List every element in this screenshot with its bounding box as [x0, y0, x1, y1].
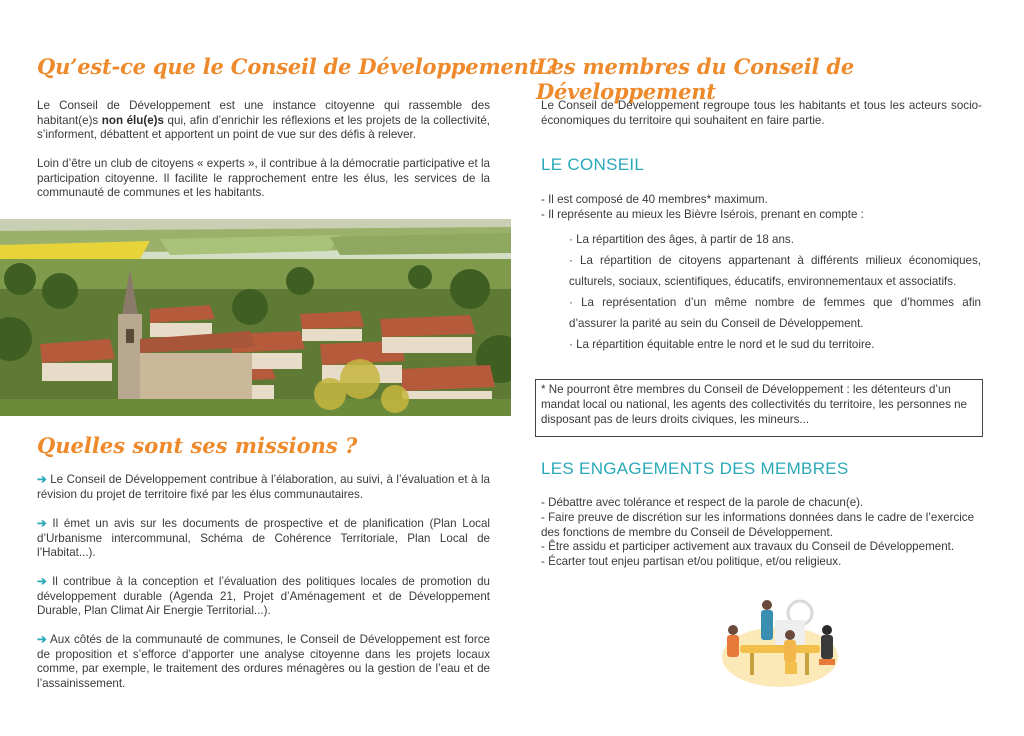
village-photo — [0, 219, 511, 416]
list-item: - Il est composé de 40 membres* maximum. — [541, 193, 768, 206]
section-engagements: LES ENGAGEMENTS DES MEMBRES — [541, 459, 849, 478]
engagements-list — [541, 496, 982, 570]
section-le-conseil: LE CONSEIL — [541, 155, 645, 174]
list-item: - Écarter tout enjeu partisan et/ou politique, et/ou religieux. — [541, 555, 842, 569]
list-item: - Faire preuve de discrétion sur les informations données dans le cadre de l’exercice des fonctions de membre du Conseil de Développement. — [541, 510, 975, 539]
arrow-right-icon: ➔ — [37, 575, 47, 588]
mission-item-1: ➔ Le Conseil de Développement contribue à l’élaboration, au suivi, à l’évaluation et à la révision du projet de territoire fixé par les élus communautaires. — [37, 473, 490, 501]
mission-item-4: ➔ Aux côtés de la communauté de communes, le Conseil de Développement est force de proposition et s’efforce d’apporter une analyse citoyenne dans les projets locaux comme, par exemple, le traitement des ordures ménagères ou la gestion de l’eau et de l’assainissement. — [37, 633, 490, 690]
conseil-list — [541, 193, 982, 223]
arrow-right-icon: ➔ — [37, 633, 47, 646]
list-item: - Il représente au mieux les Bièvre Isérois, prenant en compte : — [541, 207, 864, 221]
conseil-sublist — [569, 229, 981, 355]
non-elus-bold: non élu(e)s — [101, 113, 164, 127]
members-intro: Le Conseil de Développement regroupe tous les habitants et tous les acteurs socio-économiques du territoire qui souhaitent en faire partie. — [541, 99, 982, 127]
sub-list-item: · La répartition des âges, à partir de 18 ans. — [569, 233, 794, 246]
eligibility-note: * Ne pourront être membres du Conseil de Développement : les détenteurs d’un mandat local ou national, les agents des collectivités du territoire, les personnes ne disposant pas de leurs droits civiques, les mineurs... — [535, 379, 983, 437]
meeting-illustration — [715, 595, 845, 690]
arrow-right-icon: ➔ — [37, 473, 47, 486]
list-item: - Débattre avec tolérance et respect de la parole de chacun(e). — [541, 496, 864, 509]
arrow-right-icon: ➔ — [37, 517, 47, 530]
title-missions: Quelles sont ses missions ? — [37, 433, 358, 458]
sub-list-item: · La répartition de citoyens appartenant à différents milieux économiques, culturels, sociaux, scientifiques, éducatifs, environnementaux et associatifs. — [569, 254, 981, 288]
title-what-is: Qu’est-ce que le Conseil de Développement ? — [37, 54, 558, 79]
intro-paragraph-1: Le Conseil de Développement est une instance citoyenne qui rassemble des habitant(e)s non élu(e)s qui, afin d’enrichir les réflexions et les projets de la collectivité, s’informent, débattent et apportent un point de vue sur des défis à relever. — [37, 99, 490, 142]
sub-list-item: · La répartition équitable entre le nord et le sud du territoire. — [569, 338, 875, 351]
title-members: Les membres du Conseil de Développement — [536, 54, 855, 104]
mission-item-3: ➔ Il contribue à la conception et l’évaluation des politiques locales de promotion du développement durable (Agenda 21, Projet d’Aménagement et de Développement Durable, Plan Climat Air Energie Territorial...). — [37, 575, 490, 618]
intro-paragraph-2: Loin d’être un club de citoyens « experts », il contribue à la démocratie participative et la participation citoyenne. Il facilite le rapprochement entre les élus, les services de la communauté de communes et les habitants. — [37, 157, 490, 200]
list-item: - Être assidu et participer activement aux travaux du Conseil de Développement. — [541, 540, 955, 554]
sub-list-item: · La représentation d’un même nombre de femmes que d’hommes afin d’assurer la parité au sein du Conseil de Développement. — [569, 296, 981, 330]
mission-item-2: ➔ Il émet un avis sur les documents de prospective et de planification (Plan Local d’Urbanisme intercommunal, Schéma de Cohérence Territoriale, Plan Local de l’Habitat...). — [37, 517, 490, 560]
